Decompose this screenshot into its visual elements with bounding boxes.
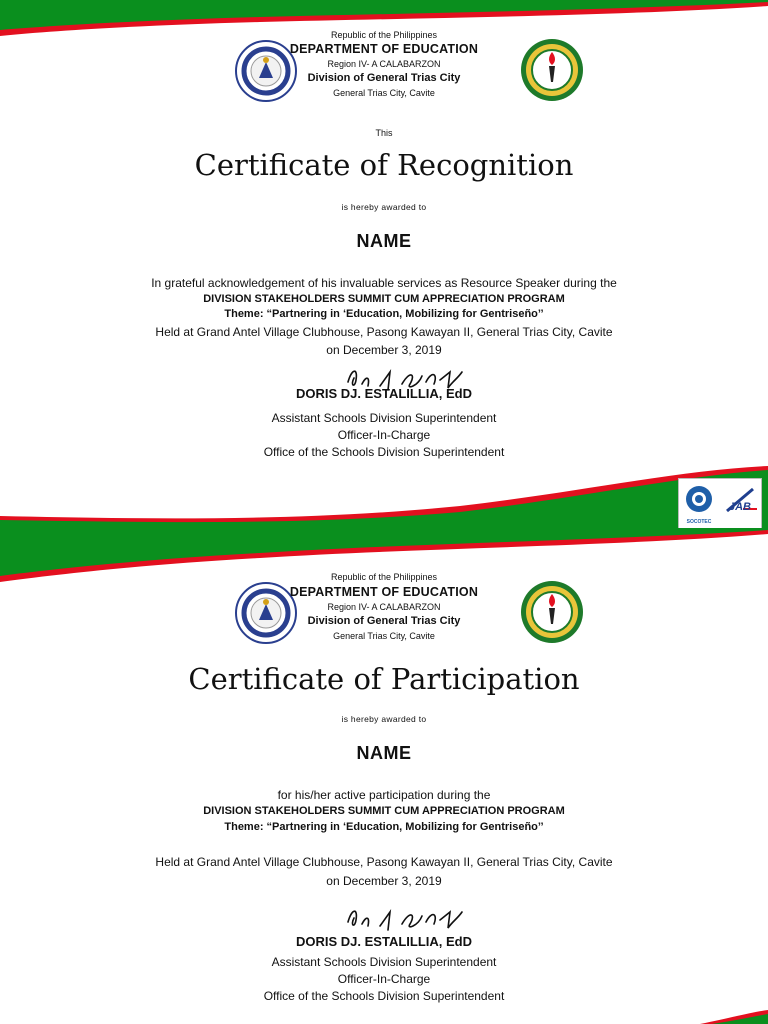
division-label: Division of General Trias City: [307, 615, 461, 627]
signer-office: Office of the Schools Division Superintendent: [263, 989, 505, 1003]
signer-position: Assistant Schools Division Superintendent: [271, 411, 497, 425]
venue-text: Held at Grand Antel Village Clubhouse, Pasong Kawayan II, General Trias City, Cavite: [155, 855, 613, 869]
awarded-text: is hereby awarded to: [341, 202, 427, 212]
signer-office: Office of the Schools Division Superintendent: [263, 445, 505, 459]
socotec-icon: [683, 483, 715, 515]
jab-label: JAB: [729, 501, 752, 513]
division-label: Division of General Trias City: [307, 72, 461, 84]
signer-role: Officer-In-Charge: [337, 428, 431, 442]
theme-text: Theme: “Partnering in ‘Education, Mobilizing for Gentriseño’’: [224, 821, 544, 833]
bottom-wave-decoration: [0, 1000, 768, 1024]
republic-label: Republic of the Philippines: [330, 572, 438, 582]
city-label: General Trias City, Cavite: [333, 88, 435, 98]
theme-text: Theme: “Partnering in ‘Education, Mobilizing for Gentriseño’’: [224, 308, 544, 320]
program-title: DIVISION STAKEHOLDERS SUMMIT CUM APPRECIATION PROGRAM: [203, 805, 565, 817]
iso-certification-badge: [678, 478, 762, 528]
department-title: DEPARTMENT OF EDUCATION: [289, 42, 479, 56]
program-title: DIVISION STAKEHOLDERS SUMMIT CUM APPRECIATION PROGRAM: [203, 293, 565, 305]
certificate-participation: [0, 528, 768, 1024]
date-text: on December 3, 2019: [326, 343, 442, 357]
republic-label: Republic of the Philippines: [330, 30, 438, 40]
department-title: DEPARTMENT OF EDUCATION: [289, 585, 479, 599]
socotec-label: SOCOTEC: [686, 519, 712, 525]
signer-role: Officer-In-Charge: [337, 972, 431, 986]
recipient-name: NAME: [356, 231, 412, 251]
signer-name: DORIS DJ. ESTALILLIA, EdD: [296, 386, 472, 401]
date-text: on December 3, 2019: [326, 874, 442, 888]
signer-position: Assistant Schools Division Superintendent: [271, 955, 497, 969]
recipient-name: NAME: [356, 743, 412, 763]
bottom-wave-decoration: [0, 456, 768, 528]
signer-name: DORIS DJ. ESTALILLIA, EdD: [296, 934, 472, 949]
certificate-title: Certificate of Recognition: [194, 148, 574, 182]
region-label: Region IV- A CALABARZON: [327, 602, 441, 612]
region-label: Region IV- A CALABARZON: [327, 59, 441, 69]
city-label: General Trias City, Cavite: [333, 631, 435, 641]
acknowledgement-text: In grateful acknowledgement of his invaluable services as Resource Speaker during the: [151, 276, 617, 290]
venue-text: Held at Grand Antel Village Clubhouse, Pasong Kawayan II, General Trias City, Cavite: [155, 325, 613, 339]
certificate-title: Certificate of Participation: [188, 662, 580, 696]
signature-image: [340, 900, 470, 936]
awarded-text: is hereby awarded to: [341, 714, 427, 724]
participation-text: for his/her active participation during the: [277, 788, 491, 802]
intro-text: This: [375, 128, 393, 138]
